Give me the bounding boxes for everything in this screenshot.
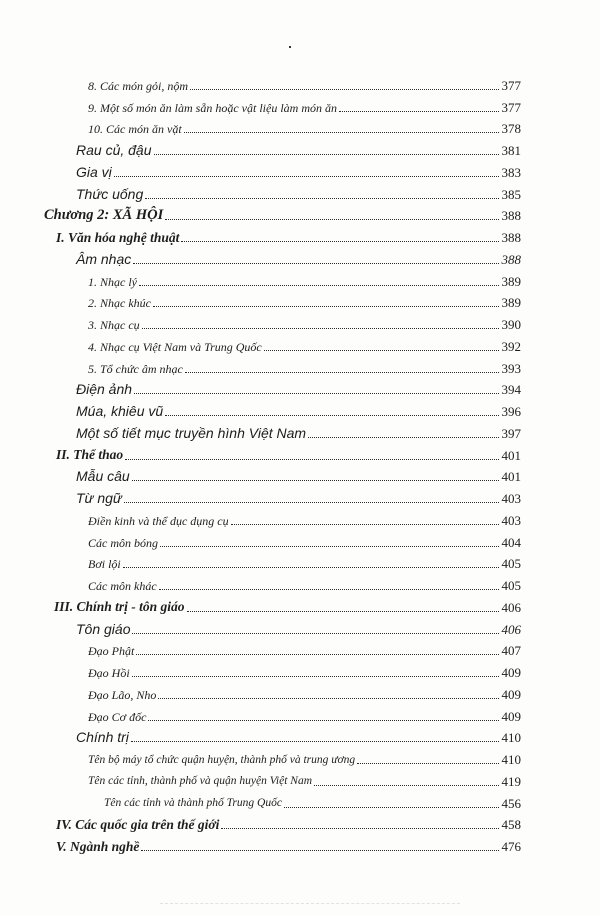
toc-entry-page-number: 476 [501,839,521,854]
toc-leader-dots [114,176,521,177]
toc-entry-label: Tên bộ máy tổ chức quận huyện, thành phố và trung ương [88,755,357,769]
toc-leader-dots [339,111,521,112]
toc-entry [0,311,600,333]
toc-leader-dots [160,546,521,547]
toc-entry-label: Một số tiết mục truyền hình Việt Nam [76,424,307,441]
toc-entry-label: 2. Nhạc khúc [88,296,151,311]
toc-entry-page-number: 396 [501,404,521,419]
toc-entry-page-number: 383 [501,164,521,180]
toc-leader-dots [145,198,521,199]
footer-rule [160,903,460,904]
toc-entry-label: Rau củ, đậu [76,142,152,158]
toc-entry [0,181,600,203]
toc-entry-label: Điện ảnh [76,381,133,398]
toc-entry-page-number: 401 [501,447,521,463]
toc-entry-label: Đạo Lão, Nho [88,687,157,702]
toc-entry-page-number: 388 [501,230,521,245]
toc-entry-page-number: 397 [501,425,521,441]
toc-entry-page-number: 390 [501,317,521,332]
toc-entry-label: Các môn khác [88,579,157,593]
toc-entry-label: I. Văn hóa nghệ thuật [56,229,180,245]
toc-entry [0,746,600,768]
toc-entry-page-number: 377 [501,77,521,93]
toc-entry-page-number: 389 [501,273,521,289]
toc-entry [0,812,600,834]
toc-entry-label: 1. Nhạc lý [88,274,137,289]
toc-entry [0,94,600,116]
toc-leader-dots [134,393,521,394]
toc-entry [0,681,600,703]
toc-leader-dots [284,807,521,808]
toc-entry-label: Âm nhạc [76,250,132,267]
toc-entry-label: Tên các tỉnh, thành phố và quận huyện Việt Nam [88,776,314,790]
toc-entry [0,507,600,529]
toc-entry-page-number: 409 [501,665,521,680]
toc-leader-dots [158,698,521,699]
toc-entry [0,224,600,246]
toc-entry [0,268,600,290]
toc-leader-dots [231,524,521,525]
toc-entry-label: 3. Nhạc cụ [88,318,140,332]
toc-entry [0,551,600,573]
toc-entry-page-number: 458 [501,817,521,833]
toc-entry-page-number: 389 [501,295,521,311]
toc-entry-page-number: 405 [501,578,521,593]
toc-leader-dots [190,89,521,90]
toc-entry-page-number: 406 [501,621,521,637]
toc-leader-dots [357,763,521,764]
toc-entry [0,659,600,681]
toc-entry-page-number: 410 [501,730,521,746]
toc-leader-dots [142,328,521,329]
toc-leader-dots [125,459,521,460]
toc-leader-dots [221,828,521,829]
toc-leader-dots [132,480,521,481]
table-of-contents [0,72,600,855]
toc-leader-dots [184,132,521,133]
toc-entry-label: 4. Nhạc cụ Việt Nam và Trung Quốc [88,339,262,354]
toc-entry-label: V. Ngành nghề [56,838,140,854]
toc-entry-label: Mẫu câu [76,468,130,485]
toc-entry-label: Đạo Cơ đốc [88,709,147,724]
toc-leader-dots [308,437,521,438]
scan-speck [289,46,291,48]
toc-entry [0,529,600,551]
toc-leader-dots [132,676,521,677]
toc-entry-page-number: 381 [501,143,521,158]
toc-entry-label: 5. Tổ chức âm nhạc [88,361,183,376]
toc-entry-page-number: 405 [501,556,521,572]
toc-entry-page-number: 392 [501,338,521,354]
toc-entry [0,355,600,377]
toc-entry [0,72,600,94]
toc-entry [0,703,600,725]
toc-entry-label: Tên các tỉnh và thành phố Trung Quốc [104,798,284,812]
toc-entry-page-number: 406 [501,599,521,615]
toc-entry [0,116,600,138]
toc-leader-dots [153,306,521,307]
toc-leader-dots [136,654,521,655]
toc-entry [0,833,600,855]
toc-entry [0,420,600,442]
toc-entry [0,333,600,355]
toc-leader-dots [154,154,522,155]
toc-entry-label: II. Thể thao [56,447,124,462]
toc-leader-dots [123,567,521,568]
toc-entry [0,290,600,312]
toc-entry-page-number: 410 [501,752,521,767]
toc-entry [0,572,600,594]
toc-entry-page-number: 388 [501,251,521,267]
toc-leader-dots [165,219,521,220]
toc-entry [0,159,600,181]
toc-entry [0,768,600,790]
toc-leader-dots [133,263,521,264]
toc-entry [0,725,600,747]
toc-entry-label: Múa, khiêu vũ [76,403,164,419]
toc-leader-dots [181,241,521,242]
toc-leader-dots [187,611,521,612]
toc-entry-label: 8. Các món gỏi, nộm [88,78,188,93]
toc-entry [0,638,600,660]
toc-entry-page-number: 407 [501,643,521,659]
toc-entry-page-number: 403 [501,491,521,506]
toc-entry-page-number: 404 [501,534,521,550]
toc-leader-dots [185,372,521,373]
toc-entry-page-number: 401 [501,469,521,485]
toc-leader-dots [131,741,521,742]
toc-entry-label: Chính trị [76,729,129,746]
toc-entry [0,464,600,486]
toc-entry-page-number: 409 [501,708,521,724]
toc-entry [0,203,600,225]
toc-entry-label: III. Chính trị - tôn giáo [54,599,185,615]
toc-entry-page-number: 394 [501,382,521,398]
toc-entry-label: Các môn bóng [88,535,158,550]
toc-entry [0,246,600,268]
toc-entry-page-number: 385 [501,186,521,202]
toc-entry [0,398,600,420]
toc-entry-label: Tôn giáo [76,620,131,637]
toc-entry [0,377,600,399]
toc-entry-label: Bơi lội [88,557,121,572]
toc-entry [0,442,600,464]
toc-entry-page-number: 403 [501,512,521,528]
toc-entry-page-number: 378 [501,121,521,137]
toc-entry [0,594,600,616]
toc-entry [0,137,600,159]
toc-leader-dots [124,502,521,503]
toc-leader-dots [139,285,521,286]
toc-leader-dots [132,633,521,634]
toc-entry-page-number: 456 [501,795,521,811]
toc-entry-page-number: 393 [501,360,521,376]
toc-leader-dots [314,785,521,786]
toc-entry-label: Từ ngữ [76,490,122,506]
toc-entry-label: 10. Các món ăn vặt [88,122,182,137]
toc-entry-label: 9. Một số món ăn làm sẵn hoặc vật liệu làm món ăn [88,100,337,115]
toc-leader-dots [148,720,521,721]
toc-leader-dots [165,415,521,416]
toc-entry [0,616,600,638]
toc-entry-label: Thức uống [76,185,144,202]
toc-entry-label: Đạo Phật [88,644,135,659]
toc-entry-page-number: 419 [501,773,521,789]
toc-entry-page-number: 377 [501,99,521,115]
toc-leader-dots [141,850,521,851]
toc-entry [0,485,600,507]
toc-leader-dots [264,350,521,351]
toc-entry-label: Đạo Hồi [88,666,130,680]
toc-entry-page-number: 409 [501,686,521,702]
toc-entry-label: IV. Các quốc gia trên thế giới [56,816,220,832]
toc-leader-dots [159,589,521,590]
toc-entry-page-number: 388 [501,208,521,224]
toc-entry-label: Điền kinh và thể dục dụng cụ [88,513,229,528]
toc-entry-label: Chương 2: XÃ HỘI [44,206,164,223]
toc-entry-label: Gia vị [76,163,112,180]
toc-entry [0,790,600,812]
